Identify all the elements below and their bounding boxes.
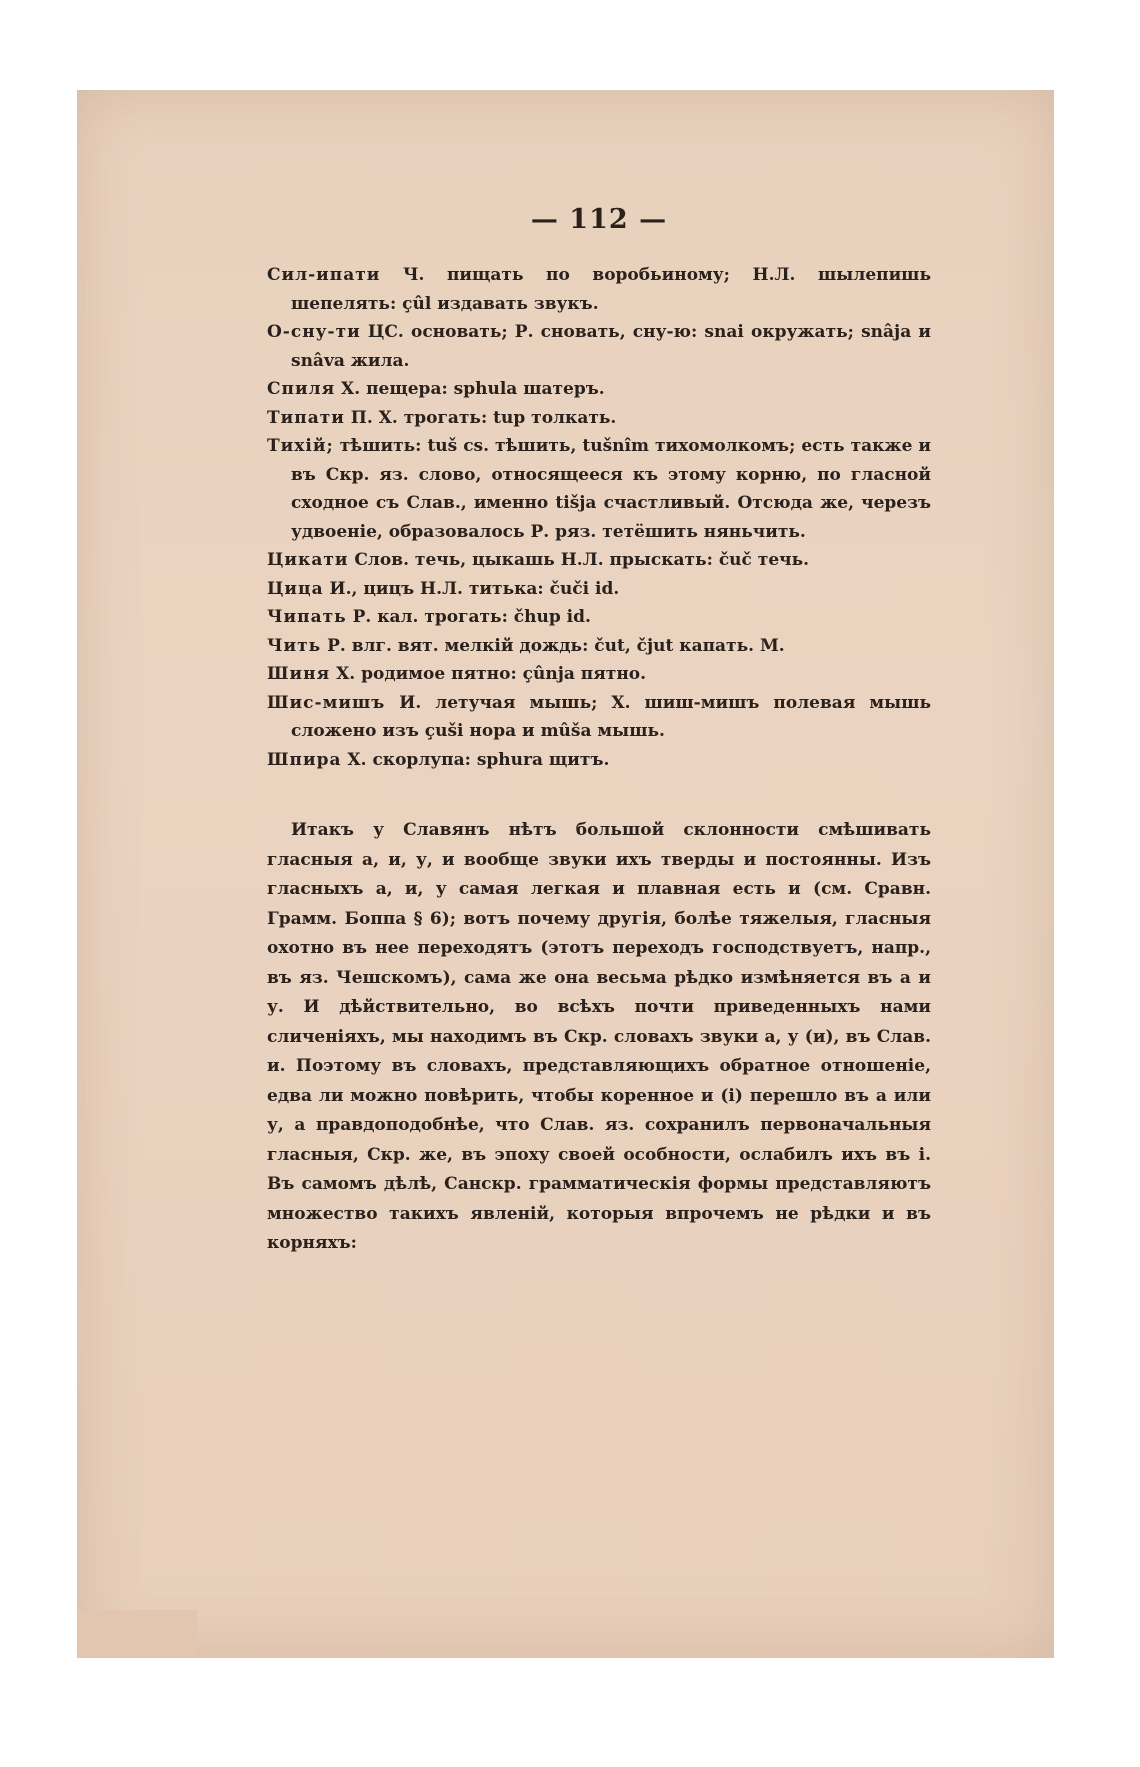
entry: [267, 546, 931, 575]
entry-text: тѣшить: tuš cs. тѣшить, tušnîm тихомолкомъ; есть также и въ Скр. яз. слово, относящееся къ этому корню, по гласной сходное съ Слав., именно tišja счастливый. Отсюда же, черезъ удвоеніе, образовалось Р. ряз. тетёшить няньчить.: [291, 436, 931, 542]
entry-headword: Чипать: [267, 607, 347, 627]
entry-headword: Спиля: [267, 379, 336, 399]
body-paragraph: Итакъ у Славянъ нѣтъ большой склонности смѣшивать гласныя а, и, у, и вообще звуки ихъ тверды и постоянны. Изъ гласныхъ а, и, у самая легкая и плавная есть и (см. Сравн. Грамм. Боппа § 6); вотъ почему другія, болѣе тяжелыя, гласныя охотно въ нее переходятъ (этотъ переходъ господствуетъ, напр., въ яз. Чешскомъ), сама же она весьма рѣдко измѣняется въ а и у. И дѣйствительно, во всѣхъ почти приведенныхъ нами сличеніяхъ, мы находимъ въ Скр. словахъ звуки а, у (и), въ Слав. и. Поэтому въ словахъ, представляющихъ обратное отношеніе, едва ли можно повѣрить, чтобы коренное и (i) перешло въ а или у, а правдоподобнѣе, что Слав. яз. сохранилъ первоначальныя гласныя, Скр. же, въ эпоху своей особности, ослабилъ ихъ въ i. Въ самомъ дѣлѣ, Санскр. грамматическія формы представляютъ множество такихъ явленій, которыя впрочемъ не рѣдки и въ корняхъ:: [267, 820, 931, 1253]
entry: [267, 603, 931, 632]
entry-headword: Сил-ипати: [267, 265, 381, 285]
entry-text: Ч. пищать по воробьиному; Н.Л. шылепишь шепелять: çûl издавать звукъ.: [291, 265, 931, 314]
entry-text: Х. скорлупа: sphura щитъ.: [341, 749, 610, 770]
page-number: — 112 —: [530, 204, 668, 235]
entry-headword: Чить: [267, 635, 322, 656]
entry-text: ЦС. основать; Р. сновать, сну-ю: snai окружать; snâja и snâva жила.: [291, 322, 931, 371]
entry: [267, 261, 931, 318]
entry-text: П. Х. трогать: tup толкать.: [344, 407, 617, 428]
entry-headword: Цица: [267, 578, 324, 599]
entry: [267, 432, 931, 546]
entry-headword: Цикати: [267, 550, 349, 570]
entry-headword: Тихій;: [267, 436, 334, 456]
entry: [267, 689, 931, 746]
entry-headword: Шис-мишъ: [267, 692, 386, 713]
entry-text: И., цицъ Н.Л. титька: čuči id.: [323, 578, 620, 599]
entry: [267, 575, 931, 604]
entry: [267, 375, 931, 404]
entry-text: И. летучая мышь; Х. шиш-мишъ полевая мышь сложено изъ çuši нора и mûša мышь.: [291, 692, 931, 741]
entry-headword: О-сну-ти: [267, 322, 361, 342]
entry: [267, 746, 931, 775]
entry: [267, 632, 931, 661]
entry-text: Х. пещера: sphula шатеръ.: [335, 379, 605, 399]
entry-text: Слов. течь, цыкашь Н.Л. прыскать: čuč течь.: [348, 550, 810, 570]
entry: [267, 660, 931, 689]
entry-headword: Типати: [267, 407, 345, 428]
page-content: [267, 204, 931, 1259]
dictionary-entries: [267, 261, 931, 774]
entry: [267, 404, 931, 433]
entry-headword: Шиня: [267, 664, 331, 684]
entry-headword: Шпира: [267, 749, 342, 770]
entry: [267, 318, 931, 375]
entry-text: Р. кал. трогать: čhup id.: [346, 607, 591, 627]
page-edge-mark: [77, 1610, 197, 1658]
entry-text: Р. влг. вят. мелкій дождь: čut, čjut капать. М.: [321, 635, 785, 656]
entry-text: Х. родимое пятно: çûnja пятно.: [330, 664, 647, 684]
